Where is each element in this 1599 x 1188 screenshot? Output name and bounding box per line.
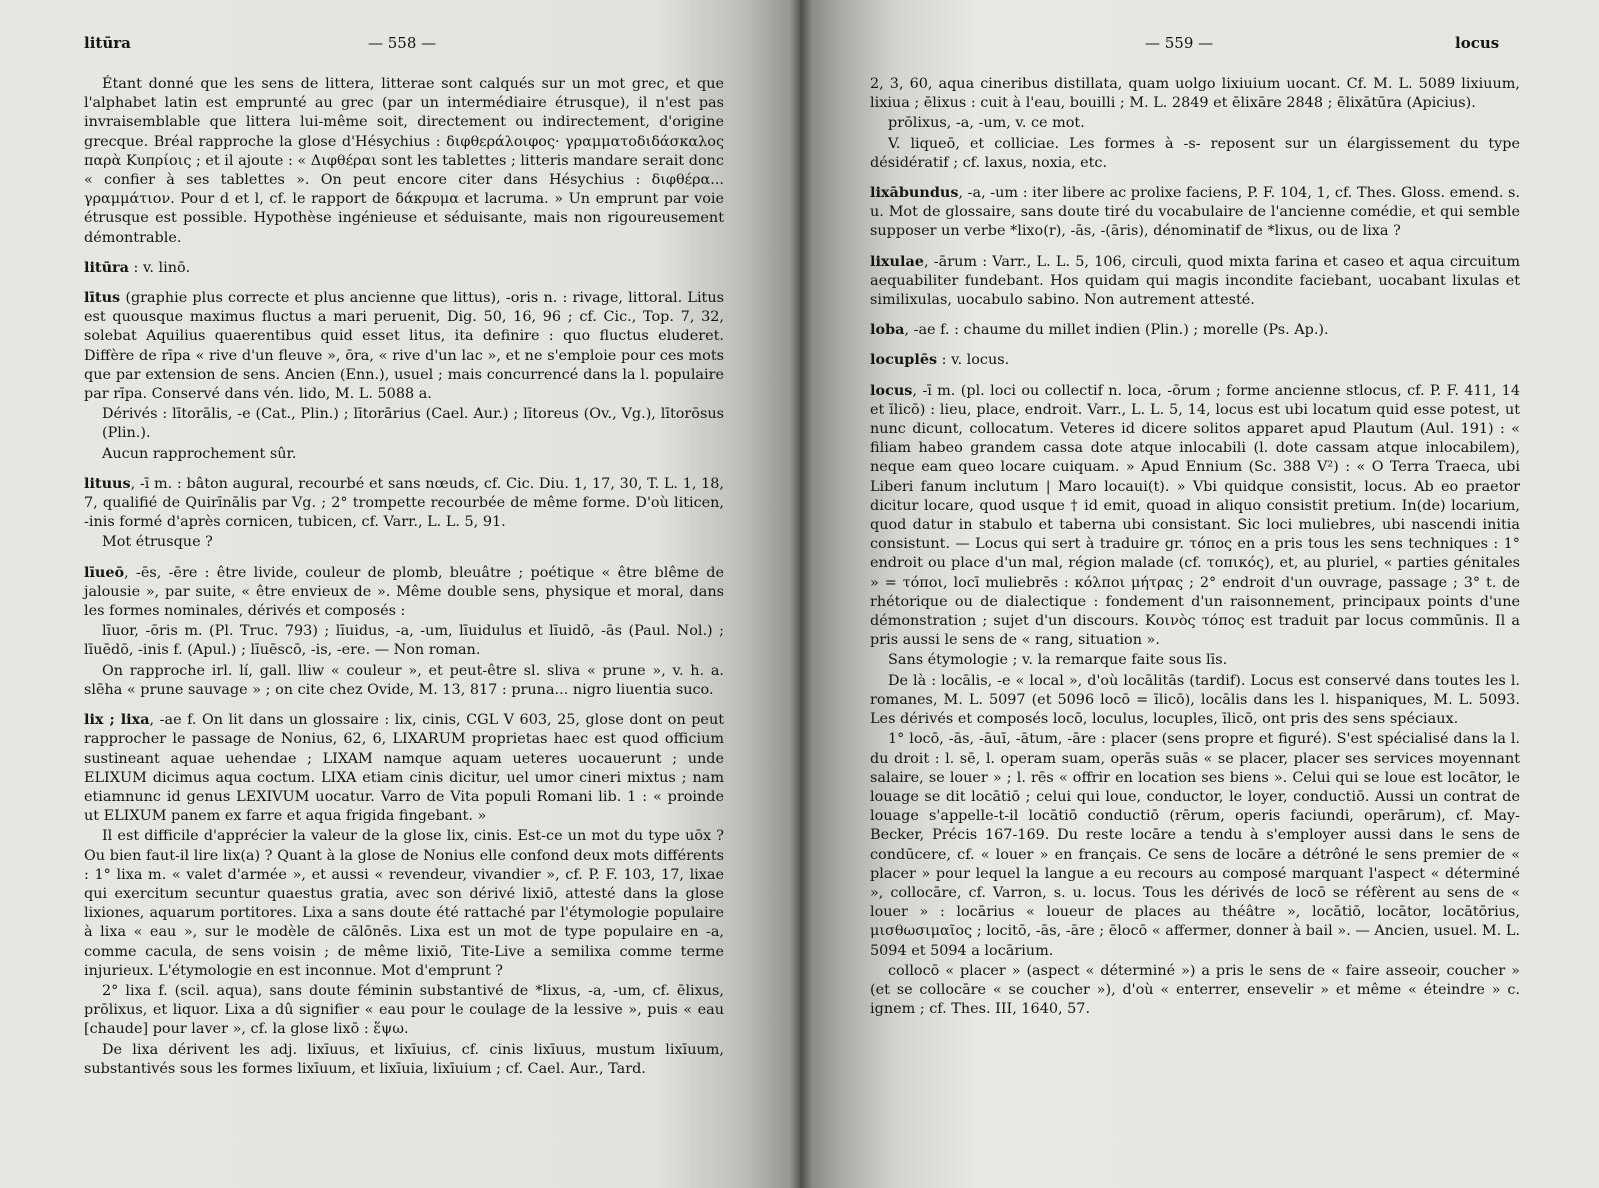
paragraph: prōlixus, -a, -um, v. ce mot. [888,115,1085,132]
entry: lixulae, -ārum : Varr., L. L. 5, 106, circuli, quod mixta farina et caseo et aqua circuitum aequabiliter fundebant. Hos quidam qui magis incondite faciebant, uocabant lixulas et similixulas, uocabulo sabino. Non autrement attesté. [870,252,1520,309]
entry: līueō, -ēs, -ēre : être livide, couleur de plomb, bleuâtre ; poétique « être blême de jalousie », par suite, « être envieux de ». Même double sens, physique et moral, dans les formes nominales, dérivés et composés : [84,563,724,620]
right-running-head: locus [1455,34,1500,52]
paragraph: 2, 3, 60, aqua cineribus distillata, quam uolgo lixiuium uocant. Cf. M. L. 5089 lixiuum, lixiua ; ēlixus : cuit à l'eau, bouilli ; M. L. 2849 et ēlixāre 2848 ; ēlixātūra (Apicius). [870,76,1520,112]
headword: lixābundus [870,184,959,202]
right-page-number: — 559 — [1145,34,1214,52]
left-column [84,74,724,1089]
headword: locus [870,381,913,399]
paragraph: 2° lixa f. (scil. aqua), sans doute féminin substantivé de *lixus, -a, -um, cf. ēlixus, prōlixus, et liquor. Lixa a dû signifier « eau pour le coulage de la lessive », puis « eau [chaude] pour laver », cf. la glose lixō : ἕψω. [84,982,724,1038]
headword: lītus [84,289,121,307]
paragraph: De là : locālis, -e « local », d'où locālitās (tardif). Locus est conservé dans toutes les l. romanes, M. L. 5097 (et 5096 locō = īlicō), locālis dans les l. hispaniques, M. L. 5093. Les dérivés et composés locō, loculus, locuples, īlicō, ont pris des sens spéciaux. [870,672,1520,728]
entry: litūra : v. linō. [84,258,191,276]
paragraph: De lixa dérivent les adj. lixīuus, et lixīuius, cf. cinis lixīuus, mustum lixīuum, substantivés sous les formes lixīuum, et lixīuia, lixīuium ; cf. Cael. Aur., Tard. [84,1041,724,1077]
headword: lix ; lixa [84,711,150,729]
paragraph: On rapproche irl. lí, gall. lliw « couleur », et peut-être sl. sliva « prune », v. h. a. slēha « prune sauvage » ; on cite chez Ovide, M. 13, 817 : pruna... nigro liuentia suco. [84,662,724,698]
paragraph: 1° locō, -ās, -āuī, -ātum, -āre : placer (sens propre et figuré). S'est spécialisé dans la l. du droit : l. sē, l. operam suam, operās suās « se placer, placer ses services moyennant salaire, se louer » ; l. rēs « offrir en location ses biens ». Celui qui se loue est locātor, le louage se dit locātiō ; celui qui loue, conductor, le loyer, conductiō. Aussi un contrat de louage s'appelle-t-il locātiō conductiō (rērum, operis faciundi, operārum), cf. May-Becker, Précis 167-169. Du reste locāre a tendu à s'employer aussi dans le sens de condūcere, cf. « louer » en français. Ce sens de locāre a détrôné le sens premier de « placer » pour lequel la langue a eu recours au composé marquant l'aspect « déterminé », collocāre, cf. Varron, s. u. locus. Tous les dérivés de locō se réfèrent au sens de « louer » : locārius « loueur de places au théâtre », locātiō, locātor, locātōrius, μισθωσιμαῖος ; locitō, -ās, -āre ; ēlocō « affermer, donner à bail ». — Ancien, usuel. M. L. 5094 et 5094 a locārium. [870,731,1520,959]
paragraph: Aucun rapprochement sûr. [102,445,297,462]
headword: locuplēs [870,351,938,369]
entry: lix ; lixa, -ae f. On lit dans un glossaire : lix, cinis, CGL V 603, 25, glose dont on peut rapprocher le passage de Nonius, 62, 6, LIXARUM proprietas haec est quod officium sustineant aquae uehendae ; LIXAM namque aquam ueteres uocauerunt ; unde ELIXUM dicimus aqua coctum. LIXA etiam cinis dicitur, uel umor cineri mixtus ; nam etiamnunc id genus LEXIVUM uocatur. Varro de Vita populi Romani lib. 1 : « proinde ut ELIXUM panem ex farre et aqua frigida fingebant. » [84,711,724,825]
left-page-number: — 558 — [368,34,437,52]
entry: lītus (graphie plus correcte et plus ancienne que littus), -oris n. : rivage, littoral. Litus est quousque maximus fluctus a mari peruenit, Dig. 50, 16, 96 ; cf. Cic., Top. 7, 32, solebat Aquilius quaerentibus quid esset litus, ita definire : quo fluctus eluderet. Diffère de rīpa « rive d'un fleuve », ōra, « rive d'un lac », et ne s'emploie pour ces mots que par extension de sens. Ancien (Enn.), usuel ; mais concurrencé dans la l. populaire par rīpa. Conservé dans vén. lido, M. L. 5088 a. [84,289,724,403]
headword: lixulae [870,252,924,270]
left-running-head: litūra [84,34,131,52]
paragraph: Mot étrusque ? [102,534,213,551]
entry: lituus, -ī m. : bâton augural, recourbé et sans nœuds, cf. Cic. Diu. 1, 17, 30, T. L. 1, 18, 7, qualifié de Quirīnālis par Vg. ; 2° trompette recourbée de même forme. D'où liticen, -inis formé d'après cornicen, tubicen, cf. Varr., L. L. 5, 91. [84,474,724,531]
headword: litūra [84,258,129,276]
paragraph: Sans étymologie ; v. la remarque faite sous līs. [888,652,1228,669]
entry: loba, -ae f. : chaume du millet indien (Plin.) ; morelle (Ps. Ap.). [870,321,1329,339]
entry: locus, -ī m. (pl. loci ou collectif n. loca, -ōrum ; forme ancienne stlocus, cf. P. F. 411, 14 et īlicō) : lieu, place, endroit. Varr., L. L. 5, 14, locus est ubi locatum quid esse potest, ut nunc dicunt, collocatum. Veteres id dicere solitos apparet apud Plautum (Aul. 191) : « filiam habeo grandem cassa dote atque inlocabili (l. dote cassam atque inlocabilem), neque eam queo locare cuiquam. » Apud Ennium (Sc. 388 V²) : « O Terra Traeca, ubi Liberi fanum inclutum | Maro locaui(t). » Vbi quidque consistit, locus. Ab eo praetor dicitur locare, quod usque † id emit, quoad in aliquo consistit pretium. In(de) locarium, quod datur in stabulo et taberna ubi consistant. Sic loci muliebres, ubi nascendi initia consistunt. — Locus qui sert à traduire gr. τόπος en a pris tous les sens techniques : 1° endroit ou place d'un mal, région malade (cf. τοπικός), et, au pluriel, « parties génitales » = τόποι, locī muliebrēs : κόλποι μήτρας ; 2° endroit d'un ouvrage, passage ; 3° t. de rhétorique ou de dialectique : fondement d'un raisonnement, principaux points d'une démonstration ; sujet d'un discours. Κοινὸς τόπος est traduit par locus commūnis. Il a pris aussi le sens de « rang, situation ». [870,381,1520,649]
right-column [870,74,1520,1029]
paragraph: Il est difficile d'apprécier la valeur de la glose lix, cinis. Est-ce un mot du type uōx ? Ou bien faut-il lire lix(a) ? Quant à la glose de Nonius elle confond deux mots différents : 1° lixa m. « valet d'armée », et aussi « revendeur, vivandier », cf. P. F. 103, 17, lixae qui exercitum secuntur quaestus gratia, avec son dérivé lixiō, attesté dans la glose lixiones, aquarum portitores. Lixa a sans doute été rattaché par l'étymologie populaire à lixa « eau », sur le modèle de cālōnēs. Lixa est un mot de type populaire en -a, comme cacula, de sens voisin ; de même lixiō, Tite-Live a semilixa comme terme injurieux. L'étymologie en est inconnue. Mot d'emprunt ? [84,828,724,979]
entry: locuplēs : v. locus. [870,351,1010,369]
paragraph: Étant donné que les sens de littera, litterae sont calqués sur un mot grec, et que l'alphabet latin est emprunté au grec (par un intermédiaire étrusque), il n'est pas invraisemblable que littera lui-même soit, directement ou indirectement, d'origine grecque. Bréal rapproche la glose d'Hésychius : διφθεράλοιφος· γραμματοδιδάσκαλος παρὰ Κυπρίοις ; et il ajoute : « Διφθέραι sont les tablettes ; litteris mandare serait donc « confier à ses tablettes ». On peut encore citer dans Hésychius : διφθέρα... γραμμάτιον. Pour d et l, cf. le rapport de δάκρυμα et lacruma. » Un emprunt par voie étrusque est possible. Hypothèse ingénieuse et séduisante, mais non rigoureusement démontrable. [84,76,724,246]
headword: līueō [84,563,125,581]
paragraph: collocō « placer » (aspect « déterminé ») a pris le sens de « faire asseoir, coucher » (et se collocāre « se coucher »), d'où « enterrer, ensevelir » et même « éteindre » c. ignem ; cf. Thes. III, 1640, 57. [870,962,1520,1018]
paragraph: Dérivés : lītorālis, -e (Cat., Plin.) ; lītorārius (Cael. Aur.) ; lītoreus (Ov., Vg.), lītorōsus (Plin.). [102,406,724,442]
paragraph: līuor, -ōris m. (Pl. Truc. 793) ; līuidus, -a, -um, līuidulus et līuidō, -ās (Paul. Nol.) ; līuēdō, -inis f. (Apul.) ; līuēscō, -is, -ere. — Non roman. [84,623,724,659]
paragraph: V. liqueō, et colliciae. Les formes à -s- reposent sur un élargissement du type désidératif ; cf. laxus, noxia, etc. [870,135,1520,171]
entry: lixābundus, -a, -um : iter libere ac prolixe faciens, P. F. 104, 1, cf. Thes. Gloss. emend. s. u. Mot de glossaire, sans doute tiré du vocabulaire de l'ancienne comédie, et qui semble supposer un verbe *lixo(r), -ās, -(āris), dénominatif de *lixus, ou de lixa ? [870,184,1520,240]
right-page [800,0,1599,1188]
headword: loba [870,321,905,339]
book-gutter-shadow [790,0,812,1188]
headword: lituus [84,474,131,492]
